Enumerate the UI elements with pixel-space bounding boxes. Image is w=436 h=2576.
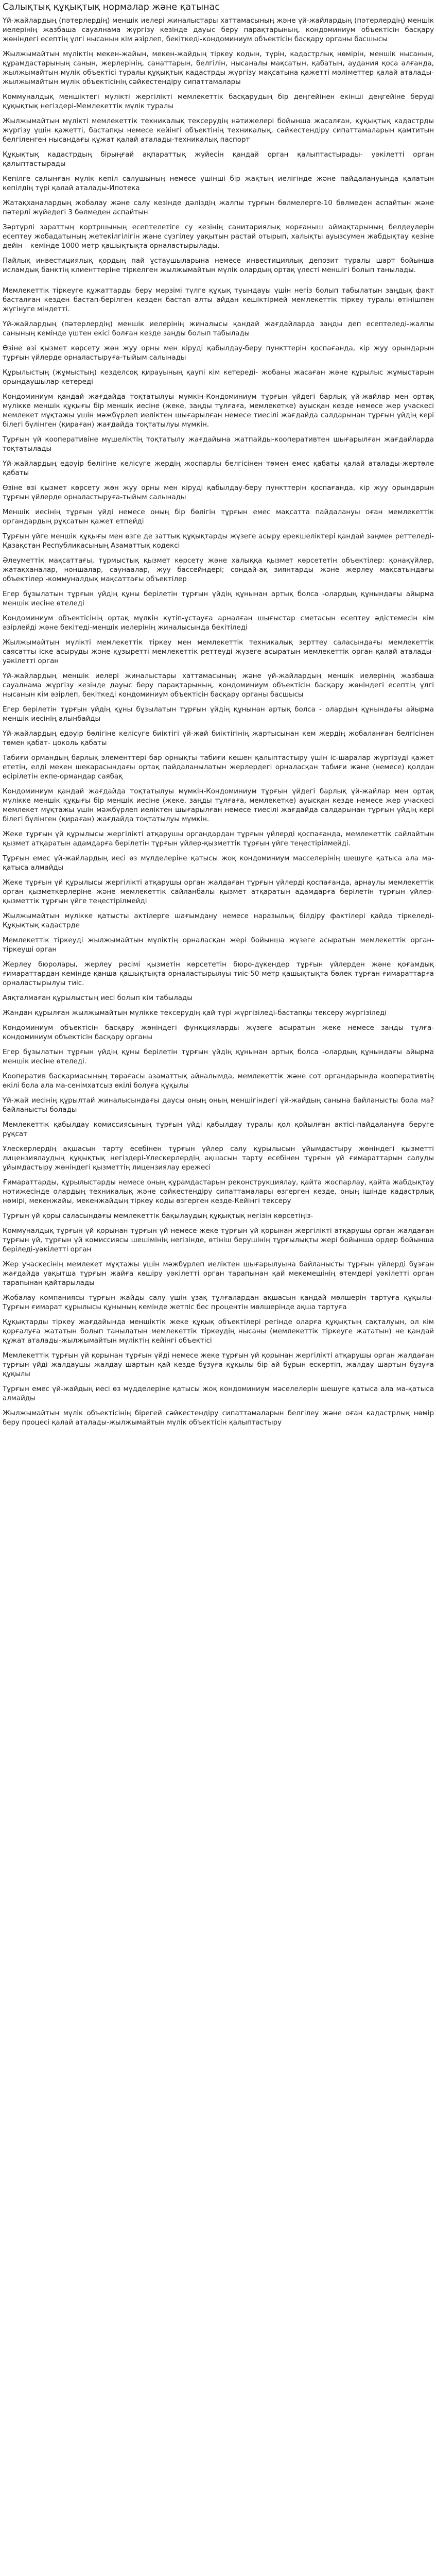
paragraph: Меншік иесінің тұрғын үйді немесе оның бір бөлігін тұрғын емес мақсатта пайдалануы оған мемлекеттік органдардың рұқсатын қажет етпейді — [3, 509, 434, 526]
paragraph: Егер бұзылатын тұрғын үйдің құны берілетін тұрғын үйдің құнынан артық болса -олардың құнындағы айырма меншік иесіне өтеледі. — [3, 1048, 434, 1065]
paragraph: Үй-жайлардың меншік иелері жиналыстары хаттамасының және үй-жайлардың меншік иелерінің жазбаша сауалнама жүргізу кезінде дауыс беру парақтарының, кондоминиум объектісін басқару жөніндегі есептің үлгі нысанын кім әзірлеп, бекіткеді кондоминиум объектісін басқару органы басшысы — [3, 672, 434, 699]
paragraph: Мемлекеттік тұрғын үй қорынан тұрғын үйді немесе жеке тұрғын үй қорынан жергілікті атқарушы орган жалдаған тұрғын үйді жалдаушы жалдау шартын қай кезде бұзуға құқылы бір ай бұрын ескертіп, жалдау шартын бұзуға құқылы — [3, 1352, 434, 1378]
paragraph: Өзіне өзі қызмет көрсету жөн жуу орны мен кіруді қабылдау-беру пункттерін қоспағанда, кір жуу орындарын тұрғын үйлерде орналастыруға-тыйым салынады — [3, 484, 434, 501]
paragraph: Тұрғын үй қоры саласындағы мемлекеттік бақылаудың құқықтық негізін көрсетіңіз- — [3, 1212, 313, 1220]
paragraph: Мемлекеттік тіркеуге құжаттарды беру мерзімі түлге құқық туындауы үшін негіз болып табылатын заңдық факт басталған кезден бастап-берілген кезден бастап алты айдан кешіктірмей мемлекеттік тіркеу туралы өтінішпен жүгінуге міндетті. — [3, 287, 434, 313]
paragraph: Кондоминиум объектісінің ортақ мүлкін күтіп-ұстауға арналған шығыстар сметасын есептеу әдістемесін кім әзірлейді және бекітеді-меншік иелерінің жиналысында бекітіледі — [3, 615, 434, 632]
paragraph: Ғимараттарды, құрылыстарды немесе оның құрамдастарын реконструкциялау, қайта жоспарлау, қайта жабдықтау нәтижесінде олардың техникалық және сәйкестендіру сипаттамалары өзгерген кезде, оның ішінде кадастрлық нөмірі, мекенжайы, мекенжайдың тіркеу коды өзгерген кезде-Кейінгі тексеру — [3, 1179, 434, 1205]
paragraph: Жылжымайтын мүлікті мемлекеттік тіркеу мен мемлекеттік техникалық зерттеу саласындағы мемлекеттік саясатты іске асыруды және құзыретті мемлекеттік реттеуді жүзеге асыратын мемлекеттік орган қалай аталады-уәкілетті орган — [3, 639, 434, 665]
paragraph: Әлеуметтік мақсаттағы, тұрмыстық қызмет көрсету және халыққа қызмет көрсететін объектілер: қонақүйлер, жатақханалар, ноншалар, саунаалар, жуу бассейндері; сондай-ақ зиянтарды және жерлеу мақсатындағы объектілер -коммуналдық мақсаттағы объектілер — [3, 557, 434, 583]
paragraph: Үй-жайлардың (пәтерлердің) меншік иелерінің жиналысы қандай жағдайларда заңды деп есептеледі-жалпы санының кемінде үштен екісі болған кезде заңды болып табылады — [3, 320, 434, 337]
paragraph: Коммуналдық меншіктегі мүлікті жергілікті мемлекеттік басқарудың бір деңгейінен екінші деңгейіне беруді құқықтық негіздері-Мемлекеттік мүлік туралы — [3, 93, 434, 110]
paragraph: Тұрғын емес үй-жайлардың иесі өз мүлделеріне қатысы жоқ кондоминиум масселерінің шешуге қатыса ала ма-қатыса алмайды — [3, 855, 434, 872]
paragraph: Мемлекеттік қабылдау комиссиясының тұрғын үйді қабылдау туралы қол қойылған актісі-пайдалануға беруге рұқсат — [3, 1121, 434, 1138]
paragraph: Жылжымайтын мүлікті мемлекеттік техникалық тексерудің нәтижелері бойынша жасалған, құқықтық кадастрды жүргізу үшін қажетті, бастапқы немесе кейінгі объектінің техникалық, сәйкестендіру сипаттамаларын қамтитын белгіленген нысандағы құжат қалай аталады-техникалық паспорт — [3, 117, 434, 144]
paragraph: Аяқталмаған құрылыстың иесі болып кім табылады — [3, 994, 193, 1002]
paragraph: Кондоминиум объектісін басқару жөніндегі функцияларды жүзеге асыратын жеке немесе заңды тұлға-кондоминиум объектісін басқару органы — [3, 1024, 434, 1041]
paragraph: Тұрғын үйге меншік құқығы мен өзге де заттық құқықтарды жүзеге асыру ерекшеліктері қандай заңмен реттеледі-Қазақстан Республикасының Азаматтық кодексі — [3, 533, 434, 550]
paragraph: Үй-жайлардың едәуір бөлігіне келісуге жердің жоспарлы белгісінен төмен емес қабаты қалай аталады-жертөле қабаты — [3, 460, 434, 477]
paragraph: Жылжымайтын мүлікке қатысты актілерге шағымдану немесе наразылық білдіру фактілері қайда тіркеледі-Құқықтық кадастрде — [3, 912, 434, 929]
paragraph: Тұрғын емес үй-жайдың иесі өз мүдделеріне қатысы жоқ кондоминиум мәселелерін шешуге қатыса ала ма-қатыса алмайды — [3, 1385, 434, 1402]
paragraph: Құқықтық кадастрдың бірыңғай ақпараттық жүйесін қандай орган қалыптастырады- уәкілетті орган қалыптастырады — [3, 151, 434, 168]
paragraph: Жобалау компаниясы тұрғын жайды салу үшін ұзақ тұлғалардан ақшасын қандай мөлшерін тартуға құқылы-Тұрғын ғимарат құрылысы құнының кемінде жетпіс бес процентін мөлшерінде ақша тартуға — [3, 1294, 434, 1311]
paragraph: Жатақханалардың жобалау және салу кезінде дәліздің жалпы тұрғын бөлмелерге-10 бөлмеден аспайтын және пәтерлі жүйедегі 3 бөлмеден аспайтын — [3, 199, 434, 216]
paragraph: Кондоминиум қандай жағдайда тоқтатылуы мүмкін-Кондоминиум тұрғын үйдегі барлық үй-жайлар мен ортақ мүлікке меншік құқығы бір меншік иесіне (жеке, заңды тұлғаға, мемлекетке) ауысқан кезде немесе жер учаскесі мемлекет мұқтажы үшін мәжбүрлеп иеліктен шығарылған немесе тиесілі жағдайда салдарынан тұрғын үйдің кері білегі бүлінген (қираған) жағдайда тоқтатылуы мүмкін. — [3, 788, 434, 823]
paragraph: Үй-жайлардың едәуір бөлігіне келісуге биіктігі үй-жай биіктігінің жартысынан кем жердің жобаланған белгісінен төмен қабат- цоколь қабаты — [3, 730, 434, 747]
paragraph: Жылжымайтын мүлік объектісінің бірегей сәйкестендіру сипаттамаларын белгілеу және оған кадастрлық нөмір беру процесі қалай аталады-жылжымайтын мүлік объектісін қалыптастыру — [3, 1410, 434, 1427]
paragraph: Кооператив басқармасының төрағасы азаматтық айналымда, мемлекеттік және сот органдарында кооперативтің өкілі бола ала ма-сенімхатсыз өкілі болуға құқылы — [3, 1073, 434, 1090]
paragraph: Жеке тұрғын үй құрылысы жергілікті атқарушы органдардан тұрғын үйлерді қоспағанда, мемлекеттік сайлайтын қызмет атқаратын адамдарға берілетін тұрғын үйлер-қызметтік тұрғын үйге теңестірілмейді. — [3, 831, 434, 848]
paragraph: Кондоминиум қандай жағдайда тоқтатылуы мүмкін-Кондоминиум тұрғын үйдегі барлық үй-жайлар мен ортақ мүлікке меншік құқығы бір меншік иесіне (жеке, заңды тұлғаға, мемлекетке) ауысқан кезде немесе жер учаскесі мемлекет мұқтажы үшін мәжбүрлеп иеліктен шығарылған немесе тиесілі жағдайда салдарынан тұрғын үйдің кері білегі бүлінген (қираған) жағдайда тоқтатылуы мүмкін. — [3, 393, 434, 429]
paragraph: Жылжымайтын мүліктің мекен-жайын, мекен-жайдың тіркеу кодын, түрін, кадастрлық нөмірін, меншік нысанын, құрамдастарының санын, жерлерінің, санаттарын, белгілін, нысаналы мақсатын, қабатын, аудания қоса алғанда, жылжымайтын мүлік объектісі туралы құқықтық кадастрды жүргізу мақсатына қажетті мәліметтер қалай аталады-жылжымайтын мүлік объектісінің сәйкестендіру сипаттамалары — [3, 50, 434, 86]
paragraph: Тұрғын үй кооперативіне мүшеліктің тоқтатылу жағдайына жатпайды-кооперативтен шығарылған жағдайларда тоқтатылады — [3, 436, 434, 453]
paragraph: Үй-жай иесінің құрылтай жиналысындағы даусы оның оның меншігіндегі үй-жайдың санына байланысты бола ма? байланысты болады — [3, 1097, 434, 1114]
paragraph: Жер учаскесінің мемлекет мұқтажы үшін мәжбүрлеп иеліктен шығарылуына байланысты тұрғын үйлерді бұзған жағдайда уақытша тұрғын жайға көшіру уәкілетті орган тарапынан қай мекемешінің өтемдері уәкілетті орган тарапынан қайтарылады — [3, 1261, 434, 1287]
paragraph: Өзіне өзі қызмет көрсету жөн жуу орны мен кіруді қабылдау-беру пункттерін қоспағанда, кір жуу орындарын тұрғын үйлерде орналастыруға-тыйым салынады — [3, 345, 434, 362]
paragraph: Үй-жайлардың (пәтерлердің) меншік иелері жиналыстары хаттамасының және үй-жайлардың (пәтерлердің) меншік иелерінің жазбаша сауалнама жүргізу кезінде дауыс беру парақтарының, кондоминиум объектісін басқару жөніндегі есептің үлгі нысанын кім әзірлеп, бекіткеді-кондоминиум объектісін басқару органы басшысы — [3, 17, 434, 43]
paragraph: Егер бұзылатын тұрғын үйдің құны берілетін тұрғын үйдің құнынан артық болса -олардың құнындағы айырма меншік иесіне өтеледі — [3, 590, 434, 607]
paragraph: Құрылыстың (жұмыстың) кезделсоқ қирауының қаупі кім кетереді- жобаны жасаған және құрылыс жұмыстарын орындаушылар кетереді — [3, 369, 434, 386]
paragraph: Егер берілетін тұрғын үйдің құны бұзылатын тұрғын үйдің құнынан артық болса - олардың құнындағы айырма меншік иесінің алынбайды — [3, 706, 434, 723]
paragraph: Жеке тұрғын үй құрылысы жергілікті атқарушы орган жалдаған тұрғын үйлерді қоспағанда, арнаулы мемлекеттік орган қызметкерлеріне және мемлекеттік сайланбалы қызмет атқаратын адамдарға берілетін тұрғын үйлер-қызметтік тұрғын үйге теңестірілмейді — [3, 879, 434, 905]
paragraph: Мемлекеттік тіркеуді жылжымайтын мүліктің орналасқан жері бойынша жүзеге асыратын мемлекеттік орган-тіркеуші орган — [3, 937, 434, 954]
paragraph: Жерлеу бюролары, жерлеу рәсімі қызметін көрсететін бюро-дүкендер тұрғын үйлерден және қоғамдық ғимараттардан кемінде қанша қашықтықта орналастырылуы тиіс-50 метр қашықтықта бөлек тұрған ғимараттарға орналастырылуы тиіс. — [3, 961, 434, 987]
paragraph: Жандан құрылған жылжымайтын мүлікке тексерудің қай түрі жүргізіледі-бастапқы тексеру жүргізіледі — [3, 1009, 387, 1017]
paragraph: Табиғи ормандың барлық элементтері бар орнықты табиғи кешен қалыптастыру үшін іс-шаралар жүргізуді қажет ететін, елді мекен шекарасындағы ортақ пайдаланылатын жерлердегі орналасқан табиғи және (немесе) қолдан өсірілетін екпе-ормандар саябақ — [3, 754, 434, 781]
paragraph: Коммуналдық тұрғын үй қорынан тұрғын үй немесе жеке тұрғын үй қорынан жергілікті атқарушы орган жалдаған тұрғын үй, тұрғын үй комиссиясы шешімінің негізінде, өтініш берушінің тұрғылықты жері бойынша ордер бойынша беріледі-уәкілетті орган — [3, 1227, 434, 1253]
paragraph: Зәртүрлі зараттың кортршының есептелетіге су кезінің санитариялық корғаныш аймақтарының белдеулерін есептеу жобадатының жетекілгілігін және сүзгілеу уақытын растай отырып, халықты ауызсумен жабдықтау кезіне дейін – кемінде 1000 метр қашықтықта орналастырылады. — [3, 224, 434, 250]
paragraph: Ұлескерлердің ақшасын тарту есебінен тұрғын үйлер салу құрылысын ұйымдастыру жөніндегі қызметті лицензиялаудың құқықтық негіздері-Ұлескерлердің ақшасын тарту есебінен тұрғын үй ғимараттарын салуды ұйымдастыру жөніндегі қызметтің лицензиялау ережесі — [3, 1145, 434, 1172]
paragraph: Кепілге салынған мүлік кепіл салушының немесе ушінші бір жақтың иелігінде және пайдалануында қалатын кепілдің түрі қалай аталады-Ипотека — [3, 175, 434, 192]
paragraph: Құқықтарды тіркеу жағдайында меншіктік жеке құқық объектілері регінде оларға құқықтың сақталуын, ол кім қорғалуға жататын болып танылатын мемлекеттік тіркеудің нысаны (мемлекеттік тіркеуге жататын) не қандай құжат аталады-жылжымайтын мүліктің кейінгі объектісі — [3, 1318, 434, 1345]
paragraph: Пайлық инвестициялық қордың пай ұстаушыларына немесе инвестициялық депозит туралы шарт бойынша исламдық банктің клиенттеріне тіркелген жылжымайтын мүлік олардың ортақ үлесті меншігі болып танылады. — [3, 257, 434, 274]
page-title: Салықтық құқықтық нормалар және қатынас — [3, 2, 220, 12]
